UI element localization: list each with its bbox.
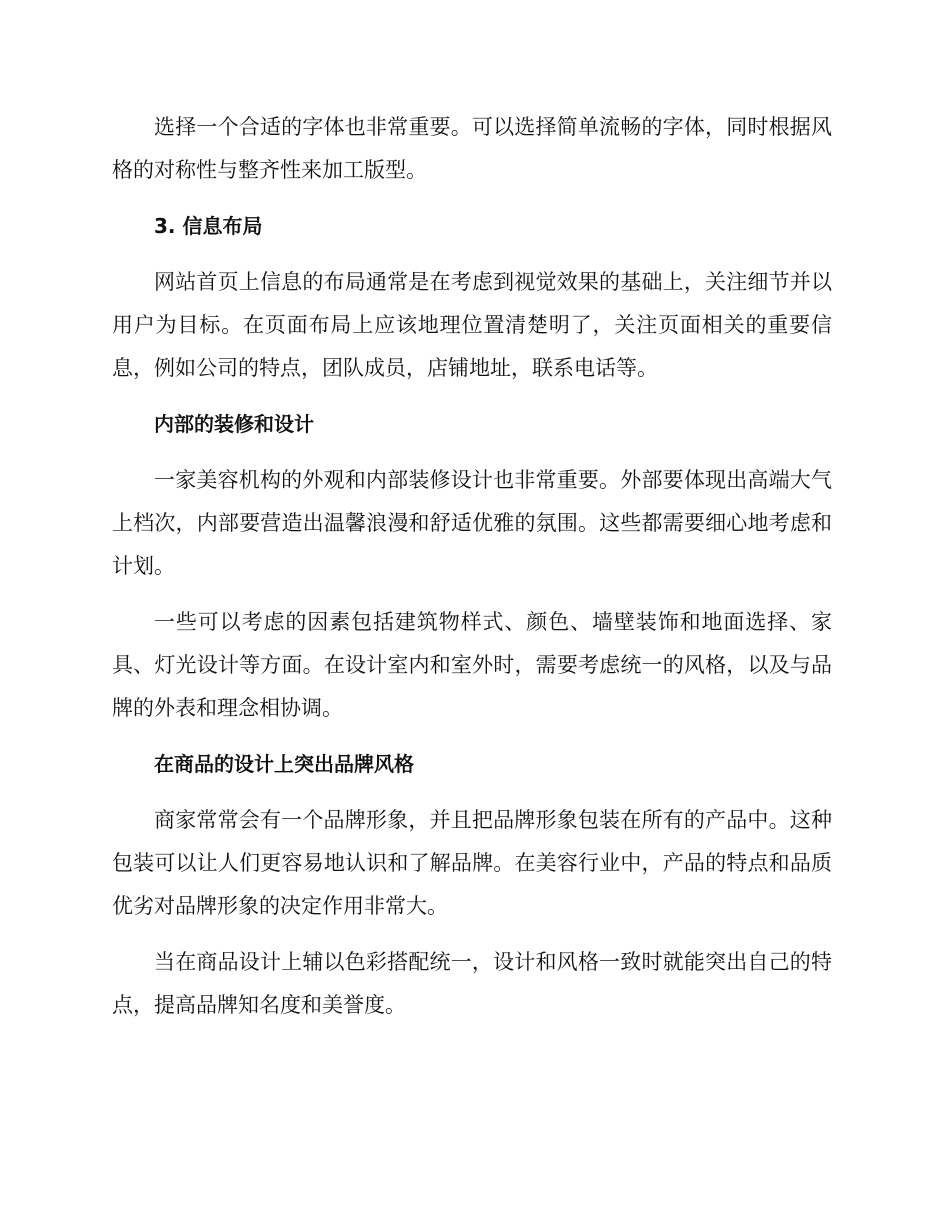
heading-product-branding: 在商品的设计上突出品牌风格: [154, 752, 414, 776]
paragraph-font-choice: 选择一个合适的字体也非常重要。可以选择简单流畅的字体，同时根据风格的对称性与整齐性来加工版型。: [112, 115, 832, 182]
heading-info-layout: 3. 信息布局: [154, 214, 263, 238]
heading-interior-design: 内部的装修和设计: [154, 412, 314, 436]
paragraph-info-layout: 网站首页上信息的布局通常是在考虑到视觉效果的基础上，关注细节并以用户为目标。在页面布局上应该地理位置清楚明了，关注页面相关的重要信息，例如公司的特点，团队成员，店铺地址，联系电话等。: [112, 270, 832, 380]
paragraph-brand-awareness: 当在商品设计上辅以色彩搭配统一，设计和风格一致时就能突出自己的特点，提高品牌知名度和美誉度。: [112, 950, 832, 1017]
document-body: [112, 106, 832, 1040]
paragraph-brand-image: 商家常常会有一个品牌形象，并且把品牌形象包装在所有的产品中。这种包装可以让人们更容易地认识和了解品牌。在美容行业中，产品的特点和品质优劣对品牌形象的决定作用非常大。: [112, 808, 832, 918]
paragraph-interior-design: 一家美容机构的外观和内部装修设计也非常重要。外部要体现出高端大气上档次，内部要营造出温馨浪漫和舒适优雅的氛围。这些都需要细心地考虑和计划。: [112, 468, 832, 578]
paragraph-design-factors: 一些可以考虑的因素包括建筑物样式、颜色、墙壁装饰和地面选择、家具、灯光设计等方面。在设计室内和室外时，需要考虑统一的风格，以及与品牌的外表和理念相协调。: [112, 610, 832, 720]
